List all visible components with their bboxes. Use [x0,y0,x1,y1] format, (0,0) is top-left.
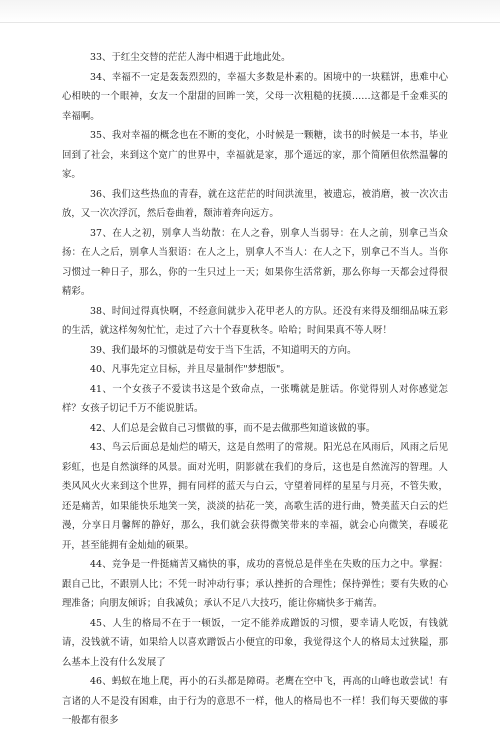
paragraph-40: 40、凡事先定立目标，并且尽量制作"梦想版"。 [90,364,290,375]
paragraph-33: 33、于红尘交替的茫茫人海中相遇于此地此处。 [90,52,291,63]
document-body [62,48,448,731]
paragraph-35: 35、我对幸福的概念也在不断的变化，小时候是一颗糖，读书的时候是一本书，毕业回到了社会，来到这个宽广的世界中，幸福就是家，那个遥远的家，那个简陋但依然温馨的家。 [62,130,448,180]
paragraph-43: 43、鸟云后面总是灿烂的晴天，这是自然明了的常规。阳光总在风雨后，风雨之后见彩虹，也是自然演绎的风景。面对光明，阴影就在我们的身后，这也是自然流泻的智理。人类风风火火来到这个世界，拥有同样的蓝天与白云，守望着同样的星星与月亮，不管失败，还是痛苦，如果能快乐地笑一笑，淡淡的拈花一笑，高歌生活的进行曲，赞美蓝天白云的烂漫，分享日月馨辉的静好，那么，我们就会获得微笑带来的幸福，就会心向微笑，春暖花开，甚至能拥有金灿灿的硕果。 [62,442,448,551]
page-top-bar [0,0,500,23]
paragraph-41: 41、一个女孩子不爱读书这是个致命点，一张嘴就是脏话。你觉得别人对你感觉怎样？女孩子切记千万不能说脏话。 [62,383,448,414]
paragraph-42: 42、人们总是会做自己习惯做的事，而不是去做那些知道该做的事。 [90,422,376,434]
paragraph-39: 39、我们最坏的习惯就是苟安于当下生活，不知道明天的方向。 [90,344,357,356]
paragraph-44: 44、竞争是一件挺痛苦又痛快的事，成功的喜悦总是伴坐在失败的压力之中。掌握：跟自己比，不跟别人比；不凭一时冲动行事；承认挫折的合理性；保持弹性；要有失败的心理准备；向朋友倾诉；自我减负；承认不足八大技巧，能让你痛快多于痛苦。 [62,559,448,609]
paragraph-46: 46、蚂蚁在地上爬，再小的石头都是障碍。老鹰在空中飞，再高的山峰也敢尝试！有言诸的人不是没有困难，由于行为的意思不一样，他人的格局也不一样！我们每天要做的事一般都有很多 [62,676,448,726]
paragraph-45: 45、人生的格局不在于一顿饭，一定不能养成蹭饭的习惯，要幸请人吃饭，有钱就请，没钱就不请，如果给人以喜欢蹭饭占小便宜的印象，我觉得这个人的格局太过狭隘，那么基本上没有什么发展了 [62,617,448,668]
paragraph-36: 36、我们这些热血的青春，就在这茫茫的时间洪流里，被遗忘，被消磨，被一次次击放，又一次次浮沉，然后卷曲着，颓沛着奔向远方。 [62,188,448,219]
paragraph-38: 38、时间过得真快啊，不经意间就步入花甲老人的方队。还没有来得及细细品味五彩的生活，就这样匆匆忙忙，走过了六十个春夏秋冬。哈哈；时间果真不等人呀！ [62,305,448,336]
paragraph-34: 34、幸福不一定是轰轰烈烈的，幸福大多数是朴素的。困境中的一块糕饼，患难中心心相映的一个眼神，女友一个甜甜的回眸一笑，父母一次粗糙的抚摸……这都是千金难买的幸福啊。 [62,71,448,122]
paragraph-37: 37、在人之初，别拿人当幼散：在人之眷，别拿人当弱导：在人之前，别拿己当众扬：在人之后，别拿人当狠语：在人之上，别拿人不当人：在人之下，别拿己不当人。当你习惯过一种日子，那么，你的一生只过上一天；如果你生活常新，那么你每一天都会过得很精彩。 [62,227,448,297]
